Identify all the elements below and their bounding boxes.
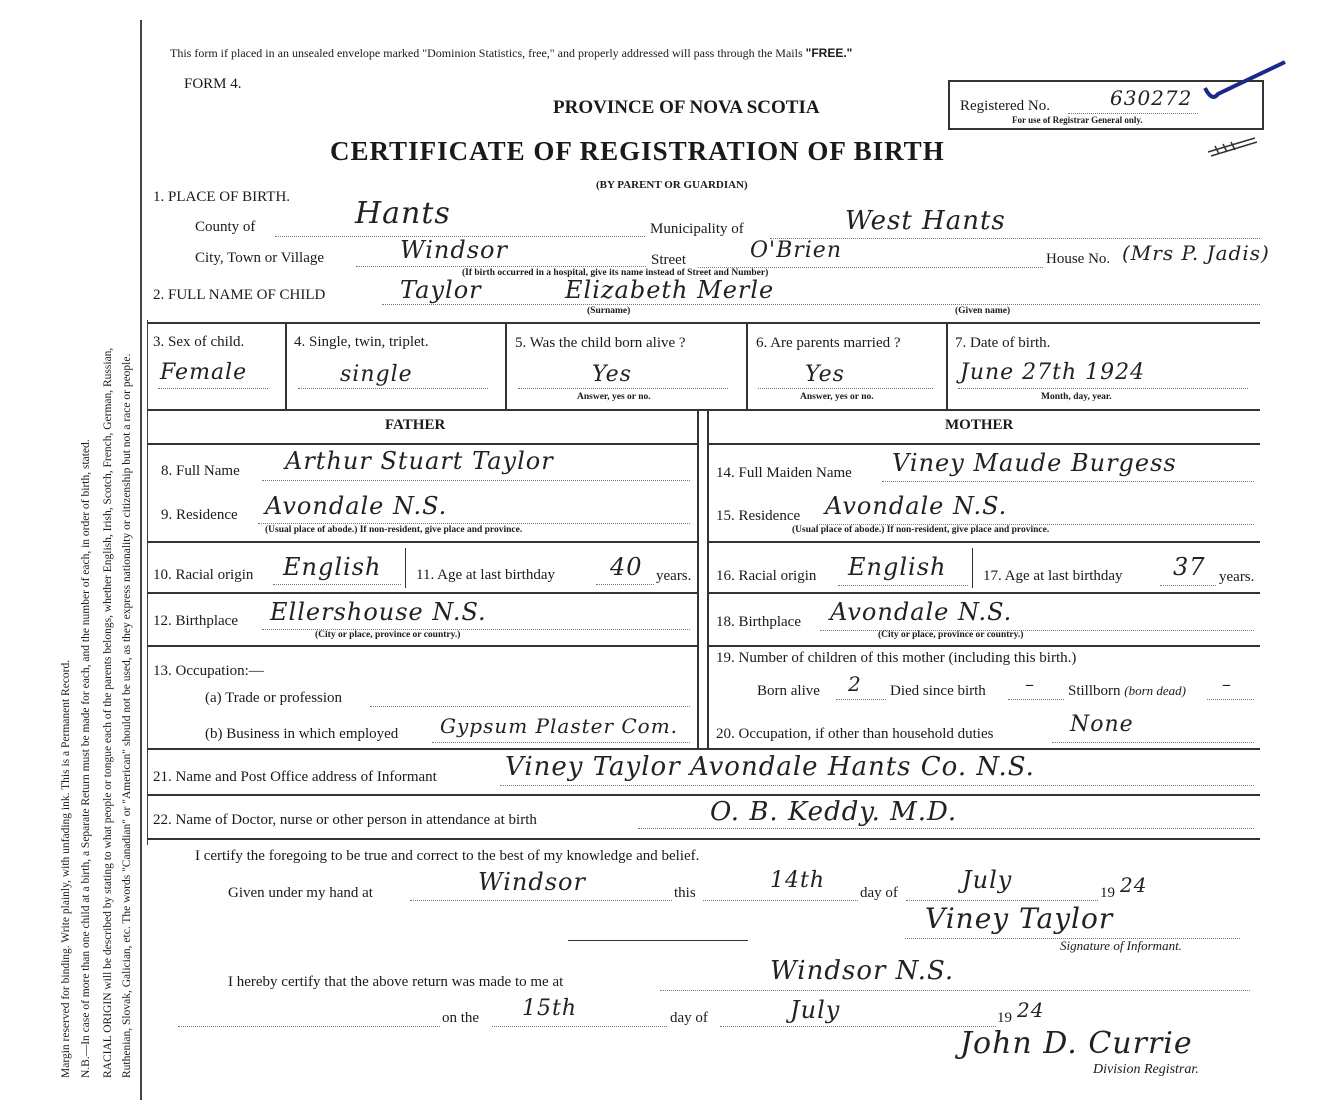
plurality-label: 4. Single, twin, triplet. <box>294 334 429 350</box>
margin-note-binding: Margin reserved for binding. Write plainly, with unfading ink. This is a Permanent Record. <box>60 659 72 1078</box>
place-of-birth-heading: 1. PLACE OF BIRTH. <box>153 189 291 205</box>
checkmark-icon <box>1200 58 1290 108</box>
stillborn-line <box>1207 699 1254 700</box>
registrar-day-line <box>492 1026 667 1027</box>
registered-number-value: 630272 <box>1110 86 1193 110</box>
row3-line-5 <box>958 388 1248 389</box>
doctor-line <box>638 828 1254 829</box>
mother-racial-line <box>838 585 968 586</box>
father-business-line <box>432 742 690 743</box>
birth-date-value: June 27th 1924 <box>960 360 1146 385</box>
municipality-line <box>770 238 1260 239</box>
born-alive-count-value: 2 <box>848 672 862 696</box>
house-number-label: House No. <box>1046 251 1111 267</box>
plurality-value: single <box>340 362 413 387</box>
row3-line-2 <box>298 388 488 389</box>
father-occupation-label: 13. Occupation:— <box>153 663 264 679</box>
stillborn-label-text: Stillborn <box>1068 683 1121 699</box>
father-racial-value: English <box>283 553 382 581</box>
died-since-birth-value: – <box>1025 674 1035 695</box>
mother-occupation-label: 20. Occupation, if other than household duties <box>716 726 994 742</box>
row3-line-4 <box>758 388 933 389</box>
father-business-value: Gypsum Plaster Com. <box>440 714 679 738</box>
rule-after-residence-mother <box>707 541 1260 543</box>
mother-heading: MOTHER <box>945 417 1014 433</box>
registrar-day-value: 15th <box>522 996 578 1021</box>
municipality-value: West Hants <box>845 206 1006 236</box>
given-year-value: 24 <box>1120 873 1148 897</box>
county-value: Hants <box>355 196 451 231</box>
margin-note-racial-origin: RACIAL ORIGIN will be described by stating to what people or tongue each of the parents belongs, whether English, Irish, Scotch, French, German, Russian, <box>102 347 114 1078</box>
registered-number-line <box>1068 113 1198 114</box>
child-name-label: 2. FULL NAME OF CHILD <box>153 287 326 303</box>
registrar-month-value: July <box>790 996 841 1024</box>
birth-date-note: Month, day, year. <box>1041 392 1112 402</box>
rule-col-sex <box>285 322 287 409</box>
rule-parents-right <box>707 409 709 748</box>
registrar-month-line <box>720 1026 996 1027</box>
given-month-line <box>906 900 1098 901</box>
province-heading: PROVINCE OF NOVA SCOTIA <box>553 97 820 118</box>
city-value: Windsor <box>400 236 508 264</box>
mother-children-label: 19. Number of children of this mother (including this birth.) <box>716 650 1077 666</box>
father-racial-label: 10. Racial origin <box>153 567 254 583</box>
given-under-label: Given under my hand at <box>228 885 373 901</box>
mother-name-value: Viney Maude Burgess <box>892 449 1177 477</box>
scribble-stroke <box>1208 138 1257 156</box>
born-alive-line <box>836 699 886 700</box>
rule-after-residence-father <box>147 541 697 543</box>
father-trade-line <box>370 706 690 707</box>
mother-age-line <box>1160 585 1216 586</box>
rule-parents-heading <box>147 443 697 445</box>
child-surname-value: Taylor <box>400 276 482 304</box>
father-racial-divider <box>405 548 406 588</box>
house-number-value: (Mrs P. Jadis) <box>1122 241 1270 265</box>
certificate-title: CERTIFICATE OF REGISTRATION OF BIRTH <box>330 136 945 166</box>
birth-date-label: 7. Date of birth. <box>955 335 1051 351</box>
father-age-line <box>596 584 654 585</box>
margin-note-multiple-births: N.B.—In case of more than one child at a birth, a Separate Return must be made for each, and the number of each, in order of birth, stated. <box>80 439 92 1078</box>
mother-racial-label: 16. Racial origin <box>716 568 817 584</box>
registrar-place-line <box>660 990 1250 991</box>
given-day-of-label: day of <box>860 885 898 901</box>
mother-residence-label: 15. Residence <box>716 508 801 524</box>
checkmark-stroke <box>1205 62 1285 97</box>
parents-married-note: Answer, yes or no. <box>800 392 874 402</box>
born-alive-label: 5. Was the child born alive ? <box>515 335 686 351</box>
parents-married-label: 6. Are parents married ? <box>756 335 901 351</box>
rule-after-birthplace-father <box>147 645 697 647</box>
registrar-use-note: For use of Registrar General only. <box>1012 115 1143 125</box>
father-residence-line <box>258 523 690 524</box>
father-birthplace-label: 12. Birthplace <box>153 613 238 629</box>
born-alive-value: Yes <box>592 362 632 387</box>
certificate-subtitle: (BY PARENT OR GUARDIAN) <box>596 179 748 191</box>
scribble-mark-icon <box>1205 132 1265 162</box>
born-alive-note: Answer, yes or no. <box>577 392 651 402</box>
mother-occupation-value: None <box>1070 712 1134 737</box>
given-place-line <box>410 900 672 901</box>
mother-racial-divider <box>972 548 973 588</box>
child-given-name-value: Elizabeth Merle <box>565 276 775 304</box>
rule-after-racial-father <box>147 592 697 594</box>
surname-note: (Surname) <box>587 306 631 316</box>
mail-notice-free: "FREE." <box>805 46 853 60</box>
mother-age-label: 17. Age at last birthday <box>983 568 1123 584</box>
father-birthplace-value: Ellershouse N.S. <box>270 598 487 626</box>
mother-name-line <box>882 481 1254 482</box>
mail-notice-text: This form if placed in an unsealed envelope marked "Dominion Statistics, free," and properly addressed will pass through the Mails <box>170 46 803 60</box>
rule-after-occupation <box>147 748 1260 750</box>
father-age-unit: years. <box>656 568 692 584</box>
mother-occupation-line <box>1052 742 1254 743</box>
row3-line-1 <box>158 388 268 389</box>
stillborn-label <box>1068 683 1186 700</box>
rule-after-birthplace-mother <box>707 645 1260 647</box>
registrar-statement: I hereby certify that the above return was made to me at <box>228 974 564 990</box>
mother-birthplace-value: Avondale N.S. <box>830 598 1013 626</box>
mother-birthplace-label: 18. Birthplace <box>716 614 801 630</box>
informant-signature: Viney Taylor <box>925 902 1114 935</box>
given-day-value: 14th <box>770 868 826 893</box>
registrar-signature-label: Division Registrar. <box>1093 1062 1199 1077</box>
informant-value: Viney Taylor Avondale Hants Co. N.S. <box>505 752 1035 782</box>
certify-statement: I certify the foregoing to be true and correct to the best of my knowledge and belief. <box>195 848 700 864</box>
municipality-label: Municipality of <box>650 221 744 237</box>
mail-notice <box>170 46 852 61</box>
father-residence-note: (Usual place of abode.) If non-resident, give place and province. <box>265 525 523 535</box>
rule-top-row3 <box>147 322 1260 324</box>
registrar-year-prefix: 19 <box>997 1010 1012 1026</box>
registrar-day-of-label: day of <box>670 1010 708 1026</box>
county-label: County of <box>195 219 256 235</box>
father-age-value: 40 <box>610 553 643 581</box>
rule-col-married <box>946 322 948 409</box>
father-residence-label: 9. Residence <box>161 507 238 523</box>
mother-name-label: 14. Full Maiden Name <box>716 465 852 481</box>
rule-col-alive <box>746 322 748 409</box>
registered-number-label: Registered No. <box>960 98 1050 114</box>
father-trade-label: (a) Trade or profession <box>205 690 343 706</box>
street-value: O'Brien <box>750 238 842 263</box>
rule-parents-left <box>697 409 699 748</box>
registrar-on-label: on the <box>442 1010 480 1026</box>
given-month-value: July <box>962 866 1013 894</box>
sex-value: Female <box>160 360 248 385</box>
hospital-note: (If birth occurred in a hospital, give its name instead of Street and Number) <box>462 268 769 278</box>
died-line <box>1008 699 1064 700</box>
died-since-birth-label: Died since birth <box>890 683 986 699</box>
city-label: City, Town or Village <box>195 250 325 266</box>
father-racial-line <box>273 584 401 585</box>
father-name-line <box>262 480 690 481</box>
registrar-place-value: Windsor N.S. <box>770 956 955 986</box>
rule-col-single <box>505 322 507 409</box>
given-place-value: Windsor <box>478 868 586 896</box>
separator-rule <box>568 940 748 941</box>
rule-after-racial-mother <box>707 592 1260 594</box>
row3-line-3 <box>518 388 728 389</box>
stillborn-value: – <box>1222 674 1232 695</box>
father-age-label: 11. Age at last birthday <box>416 567 555 583</box>
margin-note-racial-origin-cont: Ruthenian, Slovak, Galician, etc. The words "Canadian" or "American" should not be used, as they express nationality or citizenship but not a race or people. <box>121 353 133 1078</box>
given-day-line <box>703 900 858 901</box>
informant-label: 21. Name and Post Office address of Informant <box>153 769 437 785</box>
street-label: Street <box>651 252 686 268</box>
father-name-value: Arthur Stuart Taylor <box>285 447 554 475</box>
father-name-label: 8. Full Name <box>161 463 240 479</box>
city-line <box>356 266 646 267</box>
given-name-note: (Given name) <box>955 306 1011 316</box>
registrar-lead-line <box>178 1026 440 1027</box>
registrar-year-value: 24 <box>1017 998 1045 1022</box>
father-business-label: (b) Business in which employed <box>205 726 399 742</box>
mother-age-unit: years. <box>1219 569 1255 585</box>
rule-bottom-row3 <box>147 409 1260 411</box>
father-heading: FATHER <box>385 417 446 433</box>
binding-line <box>140 20 142 1100</box>
mother-residence-value: Avondale N.S. <box>825 492 1008 520</box>
father-residence-value: Avondale N.S. <box>265 492 448 520</box>
form-border-left <box>147 320 148 845</box>
informant-line <box>500 785 1254 786</box>
mother-residence-note: (Usual place of abode.) If non-resident, give place and province. <box>792 525 1050 535</box>
rule-after-doctor <box>147 838 1260 840</box>
doctor-label: 22. Name of Doctor, nurse or other person in attendance at birth <box>153 812 537 828</box>
parents-married-value: Yes <box>805 362 845 387</box>
born-alive-count-label: Born alive <box>757 683 820 699</box>
rule-parents-heading-mother <box>707 443 1260 445</box>
mother-age-value: 37 <box>1173 553 1206 581</box>
mother-racial-value: English <box>848 553 947 581</box>
registrar-signature: John D. Currie <box>960 1026 1193 1061</box>
rule-after-informant <box>147 794 1260 796</box>
child-name-line <box>382 304 1260 305</box>
this-label: this <box>674 885 696 901</box>
given-year-prefix: 19 <box>1100 885 1115 901</box>
doctor-value: O. B. Keddy. M.D. <box>710 797 958 827</box>
father-birthplace-note: (City or place, province or country.) <box>315 630 461 640</box>
sex-label: 3. Sex of child. <box>153 334 245 350</box>
informant-signature-label: Signature of Informant. <box>1060 938 1182 953</box>
stillborn-note: (born dead) <box>1124 683 1187 698</box>
form-number: FORM 4. <box>184 76 242 92</box>
mother-birthplace-note: (City or place, province or country.) <box>878 630 1024 640</box>
